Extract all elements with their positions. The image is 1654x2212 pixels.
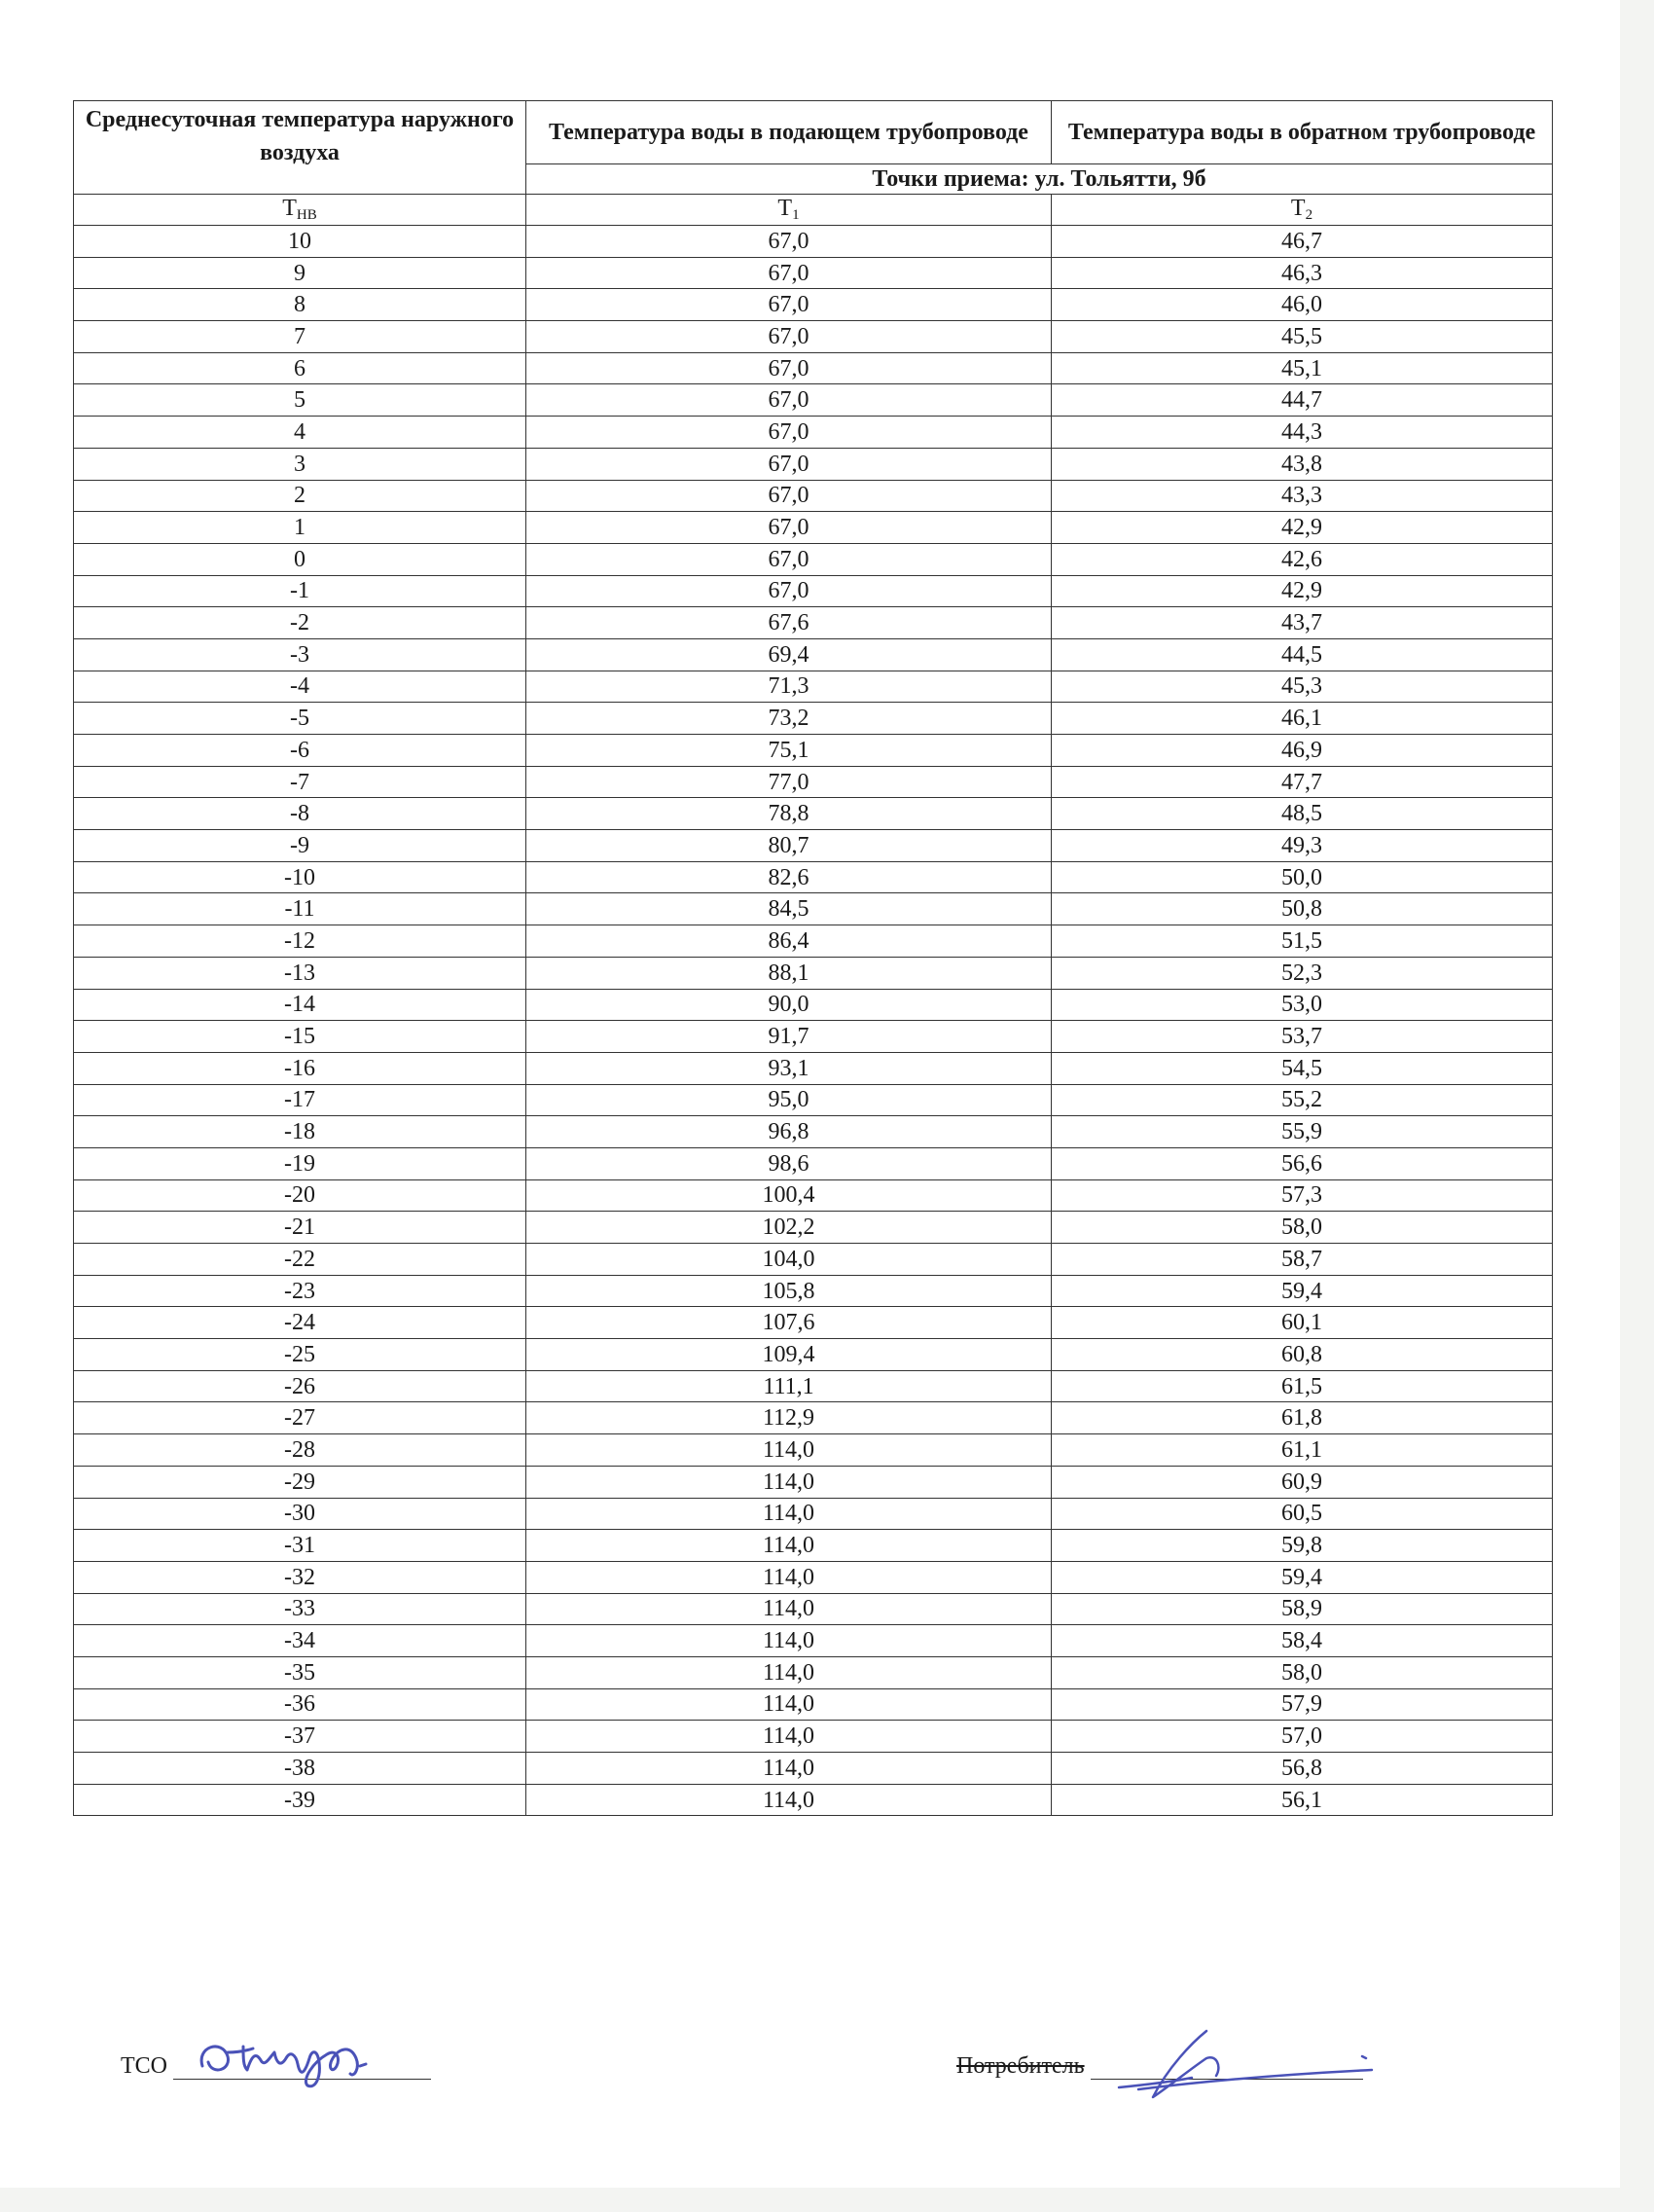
cell-supply-temp: 67,0 (526, 543, 1052, 575)
cell-supply-temp: 114,0 (526, 1753, 1052, 1785)
cell-supply-temp: 67,0 (526, 384, 1052, 417)
cell-supply-temp: 114,0 (526, 1561, 1052, 1593)
consumer-label: Потребитель (956, 2053, 1085, 2079)
table-row (74, 384, 1553, 417)
tso-label: ТСО (121, 2053, 167, 2079)
table-row (74, 893, 1553, 925)
header-outdoor-temperature: Среднесуточная температура наружного воздуха (74, 101, 526, 195)
cell-return-temp: 54,5 (1052, 1052, 1553, 1084)
table-row (74, 1498, 1553, 1530)
table-row (74, 352, 1553, 384)
cell-outdoor-temp: -7 (74, 766, 526, 798)
cell-supply-temp: 114,0 (526, 1593, 1052, 1625)
cell-return-temp: 60,5 (1052, 1498, 1553, 1530)
cell-return-temp: 45,3 (1052, 671, 1553, 703)
cell-outdoor-temp: -12 (74, 925, 526, 958)
cell-outdoor-temp: -17 (74, 1084, 526, 1116)
cell-supply-temp: 95,0 (526, 1084, 1052, 1116)
cell-supply-temp: 105,8 (526, 1275, 1052, 1307)
table-row (74, 448, 1553, 480)
cell-supply-temp: 88,1 (526, 957, 1052, 989)
cell-outdoor-temp: -30 (74, 1498, 526, 1530)
table-row (74, 1593, 1553, 1625)
cell-supply-temp: 107,6 (526, 1307, 1052, 1339)
table-row (74, 1625, 1553, 1657)
table-row (74, 480, 1553, 512)
cell-supply-temp: 98,6 (526, 1147, 1052, 1179)
symbol-t1: $T_1$ (526, 195, 1052, 226)
cell-outdoor-temp: -23 (74, 1275, 526, 1307)
cell-supply-temp: 100,4 (526, 1179, 1052, 1212)
cell-outdoor-temp: -33 (74, 1593, 526, 1625)
cell-outdoor-temp: 8 (74, 289, 526, 321)
cell-supply-temp: 67,0 (526, 257, 1052, 289)
cell-outdoor-temp: -31 (74, 1530, 526, 1562)
cell-supply-temp: 78,8 (526, 798, 1052, 830)
cell-supply-temp: 67,0 (526, 512, 1052, 544)
cell-outdoor-temp: -14 (74, 989, 526, 1021)
cell-supply-temp: 73,2 (526, 703, 1052, 735)
table-row (74, 766, 1553, 798)
cell-supply-temp: 114,0 (526, 1784, 1052, 1816)
cell-return-temp: 42,6 (1052, 543, 1553, 575)
table-row (74, 1052, 1553, 1084)
cell-outdoor-temp: -1 (74, 575, 526, 607)
table-row (74, 1721, 1553, 1753)
cell-outdoor-temp: -24 (74, 1307, 526, 1339)
cell-outdoor-temp: -36 (74, 1688, 526, 1721)
cell-outdoor-temp: -6 (74, 735, 526, 767)
cell-return-temp: 43,3 (1052, 480, 1553, 512)
cell-supply-temp: 102,2 (526, 1212, 1052, 1244)
cell-return-temp: 55,9 (1052, 1116, 1553, 1148)
cell-outdoor-temp: -5 (74, 703, 526, 735)
cell-return-temp: 57,0 (1052, 1721, 1553, 1753)
cell-return-temp: 43,7 (1052, 607, 1553, 639)
cell-return-temp: 59,8 (1052, 1530, 1553, 1562)
cell-return-temp: 55,2 (1052, 1084, 1553, 1116)
cell-return-temp: 58,9 (1052, 1593, 1553, 1625)
consumer-signature (1099, 2029, 1391, 2107)
cell-outdoor-temp: 6 (74, 352, 526, 384)
cell-return-temp: 61,1 (1052, 1434, 1553, 1467)
cell-supply-temp: 109,4 (526, 1339, 1052, 1371)
cell-return-temp: 56,6 (1052, 1147, 1553, 1179)
header-return-temperature: Температура воды в обратном трубопроводе (1052, 101, 1553, 164)
table-row (74, 1244, 1553, 1276)
cell-outdoor-temp: -8 (74, 798, 526, 830)
cell-supply-temp: 90,0 (526, 989, 1052, 1021)
cell-outdoor-temp: 7 (74, 321, 526, 353)
cell-outdoor-temp: 10 (74, 226, 526, 258)
symbol-t-outdoor: $T_{НВ}$ (74, 195, 526, 226)
table-row (74, 1147, 1553, 1179)
table-row (74, 957, 1553, 989)
cell-supply-temp: 75,1 (526, 735, 1052, 767)
cell-return-temp: 51,5 (1052, 925, 1553, 958)
table-row (74, 1307, 1553, 1339)
cell-supply-temp: 111,1 (526, 1370, 1052, 1402)
cell-outdoor-temp: -9 (74, 830, 526, 862)
table-row (74, 1370, 1553, 1402)
table-row (74, 1466, 1553, 1498)
cell-return-temp: 53,0 (1052, 989, 1553, 1021)
cell-outdoor-temp: 3 (74, 448, 526, 480)
table-row (74, 703, 1553, 735)
table-row (74, 1402, 1553, 1434)
cell-outdoor-temp: -38 (74, 1753, 526, 1785)
table-row (74, 1561, 1553, 1593)
table-row (74, 1656, 1553, 1688)
table-row (74, 607, 1553, 639)
cell-outdoor-temp: -28 (74, 1434, 526, 1467)
table-row (74, 1434, 1553, 1467)
cell-return-temp: 46,0 (1052, 289, 1553, 321)
cell-outdoor-temp: -27 (74, 1402, 526, 1434)
cell-outdoor-temp: -18 (74, 1116, 526, 1148)
cell-return-temp: 58,0 (1052, 1212, 1553, 1244)
cell-supply-temp: 114,0 (526, 1656, 1052, 1688)
tso-signature (195, 2029, 438, 2092)
cell-supply-temp: 69,4 (526, 638, 1052, 671)
table-row (74, 1212, 1553, 1244)
table-row (74, 638, 1553, 671)
cell-return-temp: 56,8 (1052, 1753, 1553, 1785)
cell-return-temp: 57,3 (1052, 1179, 1553, 1212)
cell-outdoor-temp: -22 (74, 1244, 526, 1276)
cell-supply-temp: 114,0 (526, 1688, 1052, 1721)
cell-supply-temp: 67,6 (526, 607, 1052, 639)
scan-edge-bottom (0, 2188, 1654, 2212)
cell-outdoor-temp: -32 (74, 1561, 526, 1593)
cell-return-temp: 60,9 (1052, 1466, 1553, 1498)
cell-supply-temp: 114,0 (526, 1530, 1052, 1562)
cell-supply-temp: 104,0 (526, 1244, 1052, 1276)
cell-outdoor-temp: -34 (74, 1625, 526, 1657)
cell-supply-temp: 86,4 (526, 925, 1052, 958)
cell-supply-temp: 67,0 (526, 417, 1052, 449)
table-body (74, 226, 1553, 1816)
table-row (74, 925, 1553, 958)
temperature-schedule-table (73, 100, 1553, 1816)
cell-return-temp: 52,3 (1052, 957, 1553, 989)
cell-supply-temp: 67,0 (526, 448, 1052, 480)
cell-return-temp: 50,8 (1052, 893, 1553, 925)
header-delivery-point: Точки приема: ул. Тольятти, 9б (526, 164, 1553, 195)
cell-supply-temp: 71,3 (526, 671, 1052, 703)
table-row (74, 1179, 1553, 1212)
cell-outdoor-temp: -35 (74, 1656, 526, 1688)
cell-supply-temp: 67,0 (526, 321, 1052, 353)
cell-return-temp: 44,3 (1052, 417, 1553, 449)
cell-return-temp: 61,8 (1052, 1402, 1553, 1434)
cell-outdoor-temp: -2 (74, 607, 526, 639)
cell-outdoor-temp: 2 (74, 480, 526, 512)
cell-outdoor-temp: -3 (74, 638, 526, 671)
table-row (74, 1339, 1553, 1371)
cell-return-temp: 57,9 (1052, 1688, 1553, 1721)
scan-edge-right (1620, 0, 1654, 2212)
table-row (74, 512, 1553, 544)
cell-supply-temp: 114,0 (526, 1466, 1052, 1498)
table-row (74, 830, 1553, 862)
cell-return-temp: 61,5 (1052, 1370, 1553, 1402)
cell-outdoor-temp: -11 (74, 893, 526, 925)
cell-outdoor-temp: -10 (74, 861, 526, 893)
cell-outdoor-temp: 0 (74, 543, 526, 575)
cell-supply-temp: 80,7 (526, 830, 1052, 862)
table-row (74, 1530, 1553, 1562)
cell-return-temp: 58,0 (1052, 1656, 1553, 1688)
symbol-t2: $T_2$ (1052, 195, 1553, 226)
cell-outdoor-temp: -39 (74, 1784, 526, 1816)
cell-supply-temp: 67,0 (526, 480, 1052, 512)
cell-return-temp: 60,1 (1052, 1307, 1553, 1339)
table-row (74, 1784, 1553, 1816)
cell-supply-temp: 114,0 (526, 1498, 1052, 1530)
cell-supply-temp: 114,0 (526, 1625, 1052, 1657)
table-row (74, 1275, 1553, 1307)
cell-return-temp: 59,4 (1052, 1275, 1553, 1307)
cell-return-temp: 58,4 (1052, 1625, 1553, 1657)
table-row (74, 861, 1553, 893)
cell-outdoor-temp: -13 (74, 957, 526, 989)
cell-supply-temp: 114,0 (526, 1434, 1052, 1467)
cell-return-temp: 43,8 (1052, 448, 1553, 480)
cell-return-temp: 48,5 (1052, 798, 1553, 830)
table-row (74, 735, 1553, 767)
cell-return-temp: 58,7 (1052, 1244, 1553, 1276)
cell-return-temp: 47,7 (1052, 766, 1553, 798)
cell-supply-temp: 77,0 (526, 766, 1052, 798)
table-row (74, 671, 1553, 703)
cell-supply-temp: 82,6 (526, 861, 1052, 893)
cell-return-temp: 45,5 (1052, 321, 1553, 353)
cell-return-temp: 44,7 (1052, 384, 1553, 417)
table-row (74, 989, 1553, 1021)
table-row (74, 257, 1553, 289)
cell-supply-temp: 84,5 (526, 893, 1052, 925)
table-row (74, 417, 1553, 449)
table-row (74, 321, 1553, 353)
cell-return-temp: 49,3 (1052, 830, 1553, 862)
cell-return-temp: 46,7 (1052, 226, 1553, 258)
cell-outdoor-temp: -19 (74, 1147, 526, 1179)
cell-return-temp: 56,1 (1052, 1784, 1553, 1816)
cell-outdoor-temp: 5 (74, 384, 526, 417)
cell-supply-temp: 93,1 (526, 1052, 1052, 1084)
cell-supply-temp: 114,0 (526, 1721, 1052, 1753)
cell-outdoor-temp: -16 (74, 1052, 526, 1084)
cell-outdoor-temp: -29 (74, 1466, 526, 1498)
cell-supply-temp: 67,0 (526, 575, 1052, 607)
cell-outdoor-temp: 4 (74, 417, 526, 449)
cell-return-temp: 50,0 (1052, 861, 1553, 893)
cell-return-temp: 42,9 (1052, 512, 1553, 544)
cell-outdoor-temp: -37 (74, 1721, 526, 1753)
cell-return-temp: 45,1 (1052, 352, 1553, 384)
cell-return-temp: 46,1 (1052, 703, 1553, 735)
cell-supply-temp: 67,0 (526, 289, 1052, 321)
header-supply-temperature: Температура воды в подающем трубопроводе (526, 101, 1052, 164)
cell-outdoor-temp: -25 (74, 1339, 526, 1371)
table-row (74, 226, 1553, 258)
cell-supply-temp: 96,8 (526, 1116, 1052, 1148)
cell-supply-temp: 112,9 (526, 1402, 1052, 1434)
cell-outdoor-temp: -4 (74, 671, 526, 703)
cell-return-temp: 60,8 (1052, 1339, 1553, 1371)
table-row (74, 575, 1553, 607)
cell-supply-temp: 67,0 (526, 352, 1052, 384)
table-row (74, 543, 1553, 575)
table-row (74, 1021, 1553, 1053)
cell-supply-temp: 91,7 (526, 1021, 1052, 1053)
table-row (74, 1084, 1553, 1116)
table-row (74, 1753, 1553, 1785)
cell-outdoor-temp: 9 (74, 257, 526, 289)
cell-outdoor-temp: -20 (74, 1179, 526, 1212)
cell-return-temp: 44,5 (1052, 638, 1553, 671)
cell-return-temp: 59,4 (1052, 1561, 1553, 1593)
cell-outdoor-temp: 1 (74, 512, 526, 544)
cell-return-temp: 42,9 (1052, 575, 1553, 607)
cell-return-temp: 46,3 (1052, 257, 1553, 289)
cell-outdoor-temp: -15 (74, 1021, 526, 1053)
cell-supply-temp: 67,0 (526, 226, 1052, 258)
table-row (74, 1116, 1553, 1148)
table-row (74, 289, 1553, 321)
table-row (74, 798, 1553, 830)
cell-return-temp: 53,7 (1052, 1021, 1553, 1053)
table-row (74, 1688, 1553, 1721)
cell-outdoor-temp: -21 (74, 1212, 526, 1244)
cell-return-temp: 46,9 (1052, 735, 1553, 767)
cell-outdoor-temp: -26 (74, 1370, 526, 1402)
